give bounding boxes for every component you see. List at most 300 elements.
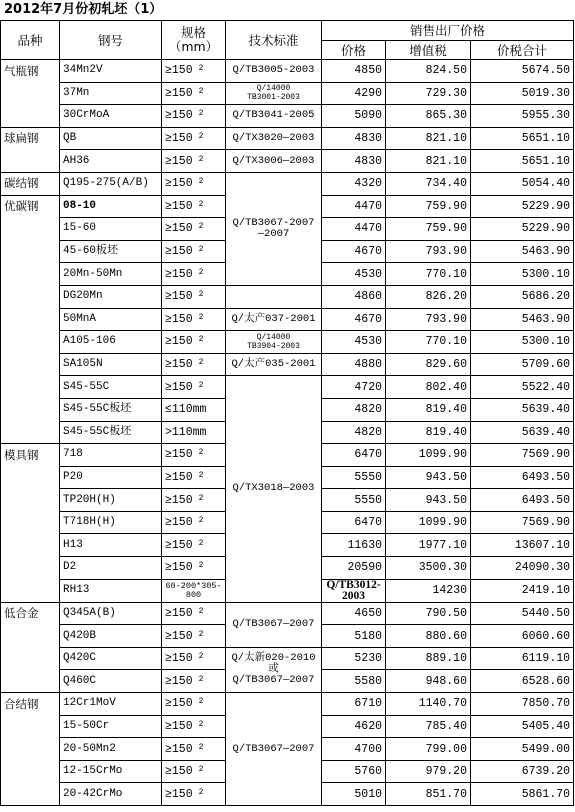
vat-cell: 1977.10 — [386, 534, 471, 557]
spec-value: ≥150 — [165, 516, 193, 530]
spec-cell — [162, 625, 226, 648]
header-spec-line2: （mm） — [168, 39, 219, 54]
total-cell: 7569.90 — [471, 511, 574, 534]
category-cell — [1, 353, 60, 376]
standard-cell: Q/TB3067-2007 —2007 — [226, 172, 322, 285]
table-row — [1, 105, 574, 128]
total-cell: 5405.40 — [471, 715, 574, 738]
spec-value: ≥150 — [165, 674, 193, 688]
spec-value: ≥150 — [165, 448, 193, 462]
vat-cell: 785.40 — [386, 715, 471, 738]
spec-superscript: 2 — [198, 742, 204, 752]
spec-value: >110mm — [165, 425, 207, 439]
vat-cell: 2419.10 — [471, 579, 574, 602]
total-cell: 5440.50 — [471, 602, 574, 625]
category-cell: 气瓶钢 — [1, 60, 60, 83]
steel-grade-cell: 45-60板坯 — [60, 240, 162, 263]
spec-value: ≥150 — [165, 787, 193, 801]
steel-grade-cell: 15-50Cr — [60, 715, 162, 738]
standard-cell: Q/TB3041-2005 — [226, 105, 322, 128]
price-cell: 11630 — [322, 534, 386, 557]
spec-value: ≥150 — [165, 493, 193, 507]
vat-cell: 1140.70 — [386, 693, 471, 716]
header-price: 价格 — [322, 41, 386, 60]
table-row — [1, 353, 574, 376]
vat-cell: 799.00 — [386, 738, 471, 761]
spec-cell — [162, 557, 226, 580]
spec-value: ≥150 — [165, 290, 193, 304]
vat-cell: 793.90 — [386, 308, 471, 331]
category-cell — [1, 218, 60, 241]
category-cell — [1, 105, 60, 128]
spec-cell — [162, 693, 226, 716]
spec-value: ≤110mm — [165, 403, 207, 417]
table-row — [1, 150, 574, 173]
spec-cell — [162, 489, 226, 512]
spec-cell — [162, 670, 226, 693]
spec-superscript: 2 — [198, 380, 204, 390]
vat-cell: 802.40 — [386, 376, 471, 399]
spec-value: ≥150 — [165, 719, 193, 733]
vat-cell: 889.10 — [386, 647, 471, 670]
price-cell: 4470 — [322, 195, 386, 218]
category-cell — [1, 421, 60, 444]
vat-cell: 1099.90 — [386, 444, 471, 467]
total-cell: 5463.90 — [471, 308, 574, 331]
spec-value: ≥150 — [165, 312, 193, 326]
price-cell: 4830 — [322, 150, 386, 173]
price-table — [0, 20, 574, 806]
total-cell: 13607.10 — [471, 534, 574, 557]
spec-superscript: 2 — [198, 674, 204, 684]
header-vat: 增值税 — [386, 41, 471, 60]
price-cell: 4820 — [322, 421, 386, 444]
spec-cell — [162, 218, 226, 241]
spec-superscript: 2 — [198, 358, 204, 368]
steel-grade-cell: S45-55C板坯 — [60, 421, 162, 444]
spec-cell — [162, 444, 226, 467]
spec-cell — [162, 376, 226, 399]
table-row — [1, 308, 574, 331]
category-cell — [1, 82, 60, 105]
total-cell: 5019.30 — [471, 82, 574, 105]
price-cell: 5230 — [322, 647, 386, 670]
steel-grade-cell: Q345A(B) — [60, 602, 162, 625]
standard-cell: Q/TX3018—2003 — [226, 376, 322, 602]
total-cell: 7569.90 — [471, 444, 574, 467]
spec-superscript: 2 — [198, 629, 204, 639]
spec-value: ≥150 — [165, 199, 193, 213]
total-cell: 6060.60 — [471, 625, 574, 648]
total-cell: 6493.50 — [471, 489, 574, 512]
vat-cell: 819.40 — [386, 398, 471, 421]
category-cell — [1, 760, 60, 783]
steel-grade-cell: S45-55C板坯 — [60, 398, 162, 421]
spec-cell — [162, 579, 226, 602]
spec-superscript: 2 — [198, 448, 204, 458]
total-cell: 5674.50 — [471, 60, 574, 83]
standard-cell: Q/TB3067—2007 — [226, 693, 322, 806]
steel-grade-cell: 50MnA — [60, 308, 162, 331]
header-total: 价税合计 — [471, 41, 574, 60]
total-cell: 5955.30 — [471, 105, 574, 128]
spec-cell — [162, 331, 226, 354]
table-row — [1, 172, 574, 195]
vat-cell: 3500.30 — [386, 557, 471, 580]
standard-cell: Q/14000 TB3904-2003 — [226, 331, 322, 354]
vat-cell: 759.90 — [386, 218, 471, 241]
total-cell: 5686.20 — [471, 285, 574, 308]
vat-cell: 943.50 — [386, 489, 471, 512]
spec-value: ≥150 — [165, 109, 193, 123]
spec-superscript: 2 — [198, 177, 204, 187]
price-cell: 4530 — [322, 263, 386, 286]
category-cell — [1, 534, 60, 557]
price-cell: 4700 — [322, 738, 386, 761]
spec-cell — [162, 127, 226, 150]
vat-cell: 979.20 — [386, 760, 471, 783]
spec-cell — [162, 398, 226, 421]
table-row — [1, 331, 574, 354]
steel-grade-cell: P20 — [60, 466, 162, 489]
vat-cell: 829.60 — [386, 353, 471, 376]
spec-cell — [162, 285, 226, 308]
total-cell: 5229.90 — [471, 218, 574, 241]
spec-value: ≥150 — [165, 652, 193, 666]
category-cell — [1, 715, 60, 738]
spec-superscript: 2 — [198, 64, 204, 74]
spec-value: ≥150 — [165, 177, 193, 191]
category-cell — [1, 398, 60, 421]
spec-cell — [162, 760, 226, 783]
category-cell — [1, 511, 60, 534]
standard-cell: Q/TB3012-2003 — [322, 579, 386, 602]
steel-grade-cell: QB — [60, 127, 162, 150]
table-row — [1, 127, 574, 150]
steel-grade-cell: 12-15CrMo — [60, 760, 162, 783]
price-cell: 6470 — [322, 444, 386, 467]
steel-grade-cell: AH36 — [60, 150, 162, 173]
vat-cell: 821.10 — [386, 150, 471, 173]
header-steel: 钢号 — [60, 21, 162, 60]
spec-value: ≥150 — [165, 742, 193, 756]
header-spec-line1: 规格 — [180, 25, 206, 40]
standard-cell: Q/太产037-2001 — [226, 308, 322, 331]
spec-superscript: 2 — [198, 765, 204, 775]
price-cell: 5090 — [322, 105, 386, 128]
steel-grade-cell: Q420C — [60, 647, 162, 670]
total-cell: 5300.10 — [471, 263, 574, 286]
header-standard: 技术标准 — [226, 21, 322, 60]
table-body — [1, 60, 574, 806]
steel-grade-cell: D2 — [60, 557, 162, 580]
spec-value: 60-200*305- 800 — [165, 580, 222, 600]
spec-superscript: 2 — [198, 538, 204, 548]
spec-cell — [162, 715, 226, 738]
spec-value: ≥150 — [165, 245, 193, 259]
price-cell: 4720 — [322, 376, 386, 399]
category-cell — [1, 625, 60, 648]
vat-cell: 865.30 — [386, 105, 471, 128]
spec-value: ≥150 — [165, 64, 193, 78]
spec-superscript: 2 — [198, 245, 204, 255]
vat-cell: 770.10 — [386, 263, 471, 286]
price-cell: 14230 — [386, 579, 471, 602]
spec-value: ≥150 — [165, 380, 193, 394]
category-cell — [1, 783, 60, 806]
spec-value: ≥150 — [165, 86, 193, 100]
vat-cell: 729.30 — [386, 82, 471, 105]
table-row — [1, 602, 574, 625]
spec-cell — [162, 195, 226, 218]
spec-value: ≥150 — [165, 561, 193, 575]
standard-cell: Q/TB3067—2007 — [226, 602, 322, 647]
vat-cell: 821.10 — [386, 127, 471, 150]
spec-value: ≥150 — [165, 629, 193, 643]
price-cell: 4880 — [322, 353, 386, 376]
price-cell: 6710 — [322, 693, 386, 716]
category-cell: 优碳钢 — [1, 195, 60, 218]
total-cell: 7850.70 — [471, 693, 574, 716]
spec-value: ≥150 — [165, 606, 193, 620]
spec-value: ≥150 — [165, 358, 193, 372]
spec-cell — [162, 240, 226, 263]
spec-superscript: 2 — [198, 493, 204, 503]
vat-cell: 948.60 — [386, 670, 471, 693]
price-cell: 4620 — [322, 715, 386, 738]
total-cell: 5300.10 — [471, 331, 574, 354]
table-row — [1, 82, 574, 105]
spec-value: ≥150 — [165, 267, 193, 281]
price-cell: 5580 — [322, 670, 386, 693]
steel-grade-cell: DG20Mn — [60, 285, 162, 308]
vat-cell: 880.60 — [386, 625, 471, 648]
price-cell: 4670 — [322, 240, 386, 263]
spec-superscript: 2 — [198, 652, 204, 662]
spec-superscript: 2 — [198, 719, 204, 729]
steel-grade-cell: H13 — [60, 534, 162, 557]
spec-cell — [162, 105, 226, 128]
spec-cell — [162, 263, 226, 286]
spec-superscript: 2 — [198, 787, 204, 797]
total-cell: 6739.20 — [471, 760, 574, 783]
steel-grade-cell: 20-50Mn2 — [60, 738, 162, 761]
category-cell — [1, 150, 60, 173]
table-row — [1, 285, 574, 308]
category-cell — [1, 376, 60, 399]
total-cell: 5639.40 — [471, 421, 574, 444]
spec-superscript: 2 — [198, 290, 204, 300]
spec-value: ≥150 — [165, 222, 193, 236]
price-cell: 5010 — [322, 783, 386, 806]
category-cell: 低合金 — [1, 602, 60, 625]
spec-superscript: 2 — [198, 312, 204, 322]
steel-grade-cell: 718 — [60, 444, 162, 467]
spec-superscript: 2 — [198, 267, 204, 277]
spec-superscript: 2 — [198, 154, 204, 164]
spec-value: ≥150 — [165, 765, 193, 779]
spec-cell — [162, 511, 226, 534]
spec-superscript: 2 — [198, 470, 204, 480]
standard-cell: Q/14000 TB3001-2003 — [226, 82, 322, 105]
price-cell: 4820 — [322, 398, 386, 421]
vat-cell: 1099.90 — [386, 511, 471, 534]
total-cell: 5054.40 — [471, 172, 574, 195]
steel-grade-cell: 20-42CrMo — [60, 783, 162, 806]
vat-cell: 759.90 — [386, 195, 471, 218]
total-cell: 6493.50 — [471, 466, 574, 489]
standard-cell: Q/TX3006—2003 — [226, 150, 322, 173]
spec-superscript: 2 — [198, 199, 204, 209]
steel-grade-cell: Q420B — [60, 625, 162, 648]
category-cell: 碳结钢 — [1, 172, 60, 195]
category-cell — [1, 670, 60, 693]
price-cell: 4290 — [322, 82, 386, 105]
vat-cell: 943.50 — [386, 466, 471, 489]
spec-cell — [162, 602, 226, 625]
standard-cell: Q/太产035-2001 — [226, 353, 322, 376]
spec-value: ≥150 — [165, 538, 193, 552]
vat-cell: 793.90 — [386, 240, 471, 263]
steel-grade-cell: 30CrMoA — [60, 105, 162, 128]
spec-cell — [162, 647, 226, 670]
page-title: 2012年7月份初轧坯（1） — [4, 2, 163, 17]
spec-superscript: 2 — [198, 606, 204, 616]
spec-cell — [162, 150, 226, 173]
category-cell — [1, 489, 60, 512]
steel-grade-cell: Q460C — [60, 670, 162, 693]
table-row — [1, 60, 574, 83]
price-cell: 4860 — [322, 285, 386, 308]
total-cell: 5522.40 — [471, 376, 574, 399]
spec-cell — [162, 421, 226, 444]
steel-grade-cell: 20Mn-50Mn — [60, 263, 162, 286]
spec-superscript: 2 — [198, 697, 204, 707]
total-cell: 5229.90 — [471, 195, 574, 218]
steel-grade-cell: 37Mn — [60, 82, 162, 105]
price-cell: 4320 — [322, 172, 386, 195]
total-cell: 5499.00 — [471, 738, 574, 761]
spec-cell — [162, 353, 226, 376]
price-cell: 20590 — [322, 557, 386, 580]
category-cell — [1, 308, 60, 331]
category-cell — [1, 557, 60, 580]
total-cell: 5861.70 — [471, 783, 574, 806]
category-cell — [1, 331, 60, 354]
category-cell: 模具钢 — [1, 444, 60, 467]
total-cell: 6528.60 — [471, 670, 574, 693]
header-spec — [162, 21, 226, 60]
standard-cell — [226, 285, 322, 308]
price-cell: 4530 — [322, 331, 386, 354]
spec-superscript: 2 — [198, 222, 204, 232]
total-cell: 5651.10 — [471, 150, 574, 173]
spec-value: ≥150 — [165, 697, 193, 711]
vat-cell: 770.10 — [386, 331, 471, 354]
steel-grade-cell: 12Cr1MoV — [60, 693, 162, 716]
spec-superscript: 2 — [198, 335, 204, 345]
standard-cell: Q/TB3005-2003 — [226, 60, 322, 83]
spec-superscript: 2 — [198, 561, 204, 571]
spec-superscript: 2 — [198, 516, 204, 526]
vat-cell: 790.50 — [386, 602, 471, 625]
header-row-1 — [1, 21, 574, 41]
table-row — [1, 376, 574, 399]
price-cell: 5550 — [322, 489, 386, 512]
total-cell: 5639.40 — [471, 398, 574, 421]
category-cell — [1, 285, 60, 308]
vat-cell: 734.40 — [386, 172, 471, 195]
steel-grade-cell: SA105N — [60, 353, 162, 376]
spec-cell — [162, 172, 226, 195]
total-cell: 6119.10 — [471, 647, 574, 670]
category-cell — [1, 240, 60, 263]
steel-grade-cell: A105-106 — [60, 331, 162, 354]
category-cell — [1, 738, 60, 761]
standard-cell: Q/太新020-2010或 Q/TB3067—2007 — [226, 647, 322, 692]
price-cell: 4830 — [322, 127, 386, 150]
category-cell — [1, 579, 60, 602]
price-cell: 4650 — [322, 602, 386, 625]
steel-grade-cell: Q195-275(A/B) — [60, 172, 162, 195]
total-cell: 24090.30 — [471, 557, 574, 580]
standard-cell: Q/TX3020—2003 — [226, 127, 322, 150]
steel-grade-cell: S45-55C — [60, 376, 162, 399]
price-cell: 4670 — [322, 308, 386, 331]
spec-cell — [162, 60, 226, 83]
price-cell: 5760 — [322, 760, 386, 783]
spec-cell — [162, 783, 226, 806]
price-cell: 5550 — [322, 466, 386, 489]
header-price-group: 销售出厂价格 — [322, 21, 574, 41]
vat-cell: 819.40 — [386, 421, 471, 444]
spec-cell — [162, 534, 226, 557]
price-cell: 6470 — [322, 511, 386, 534]
category-cell — [1, 466, 60, 489]
spec-superscript: 2 — [198, 86, 204, 96]
total-cell: 5463.90 — [471, 240, 574, 263]
steel-grade-cell: RH13 — [60, 579, 162, 602]
steel-grade-cell: 15-60 — [60, 218, 162, 241]
steel-grade-cell: T718H(H) — [60, 511, 162, 534]
header-category: 品种 — [1, 21, 60, 60]
table-row — [1, 693, 574, 716]
category-cell: 球扁钢 — [1, 127, 60, 150]
vat-cell: 826.20 — [386, 285, 471, 308]
spec-cell — [162, 82, 226, 105]
spec-value: ≥150 — [165, 154, 193, 168]
spec-superscript: 2 — [198, 109, 204, 119]
price-cell: 5180 — [322, 625, 386, 648]
table-row — [1, 647, 574, 670]
spec-value: ≥150 — [165, 132, 193, 146]
spec-cell — [162, 738, 226, 761]
category-cell — [1, 263, 60, 286]
category-cell: 合结钢 — [1, 693, 60, 716]
total-cell: 5709.60 — [471, 353, 574, 376]
vat-cell: 851.70 — [386, 783, 471, 806]
category-cell — [1, 647, 60, 670]
spec-value: ≥150 — [165, 335, 193, 349]
spec-cell — [162, 466, 226, 489]
steel-grade-cell: TP20H(H) — [60, 489, 162, 512]
price-cell: 4470 — [322, 218, 386, 241]
spec-cell — [162, 308, 226, 331]
price-cell: 4850 — [322, 60, 386, 83]
steel-grade-cell: 08-10 — [60, 195, 162, 218]
steel-grade-cell: 34Mn2V — [60, 60, 162, 83]
spec-superscript: 2 — [198, 132, 204, 142]
